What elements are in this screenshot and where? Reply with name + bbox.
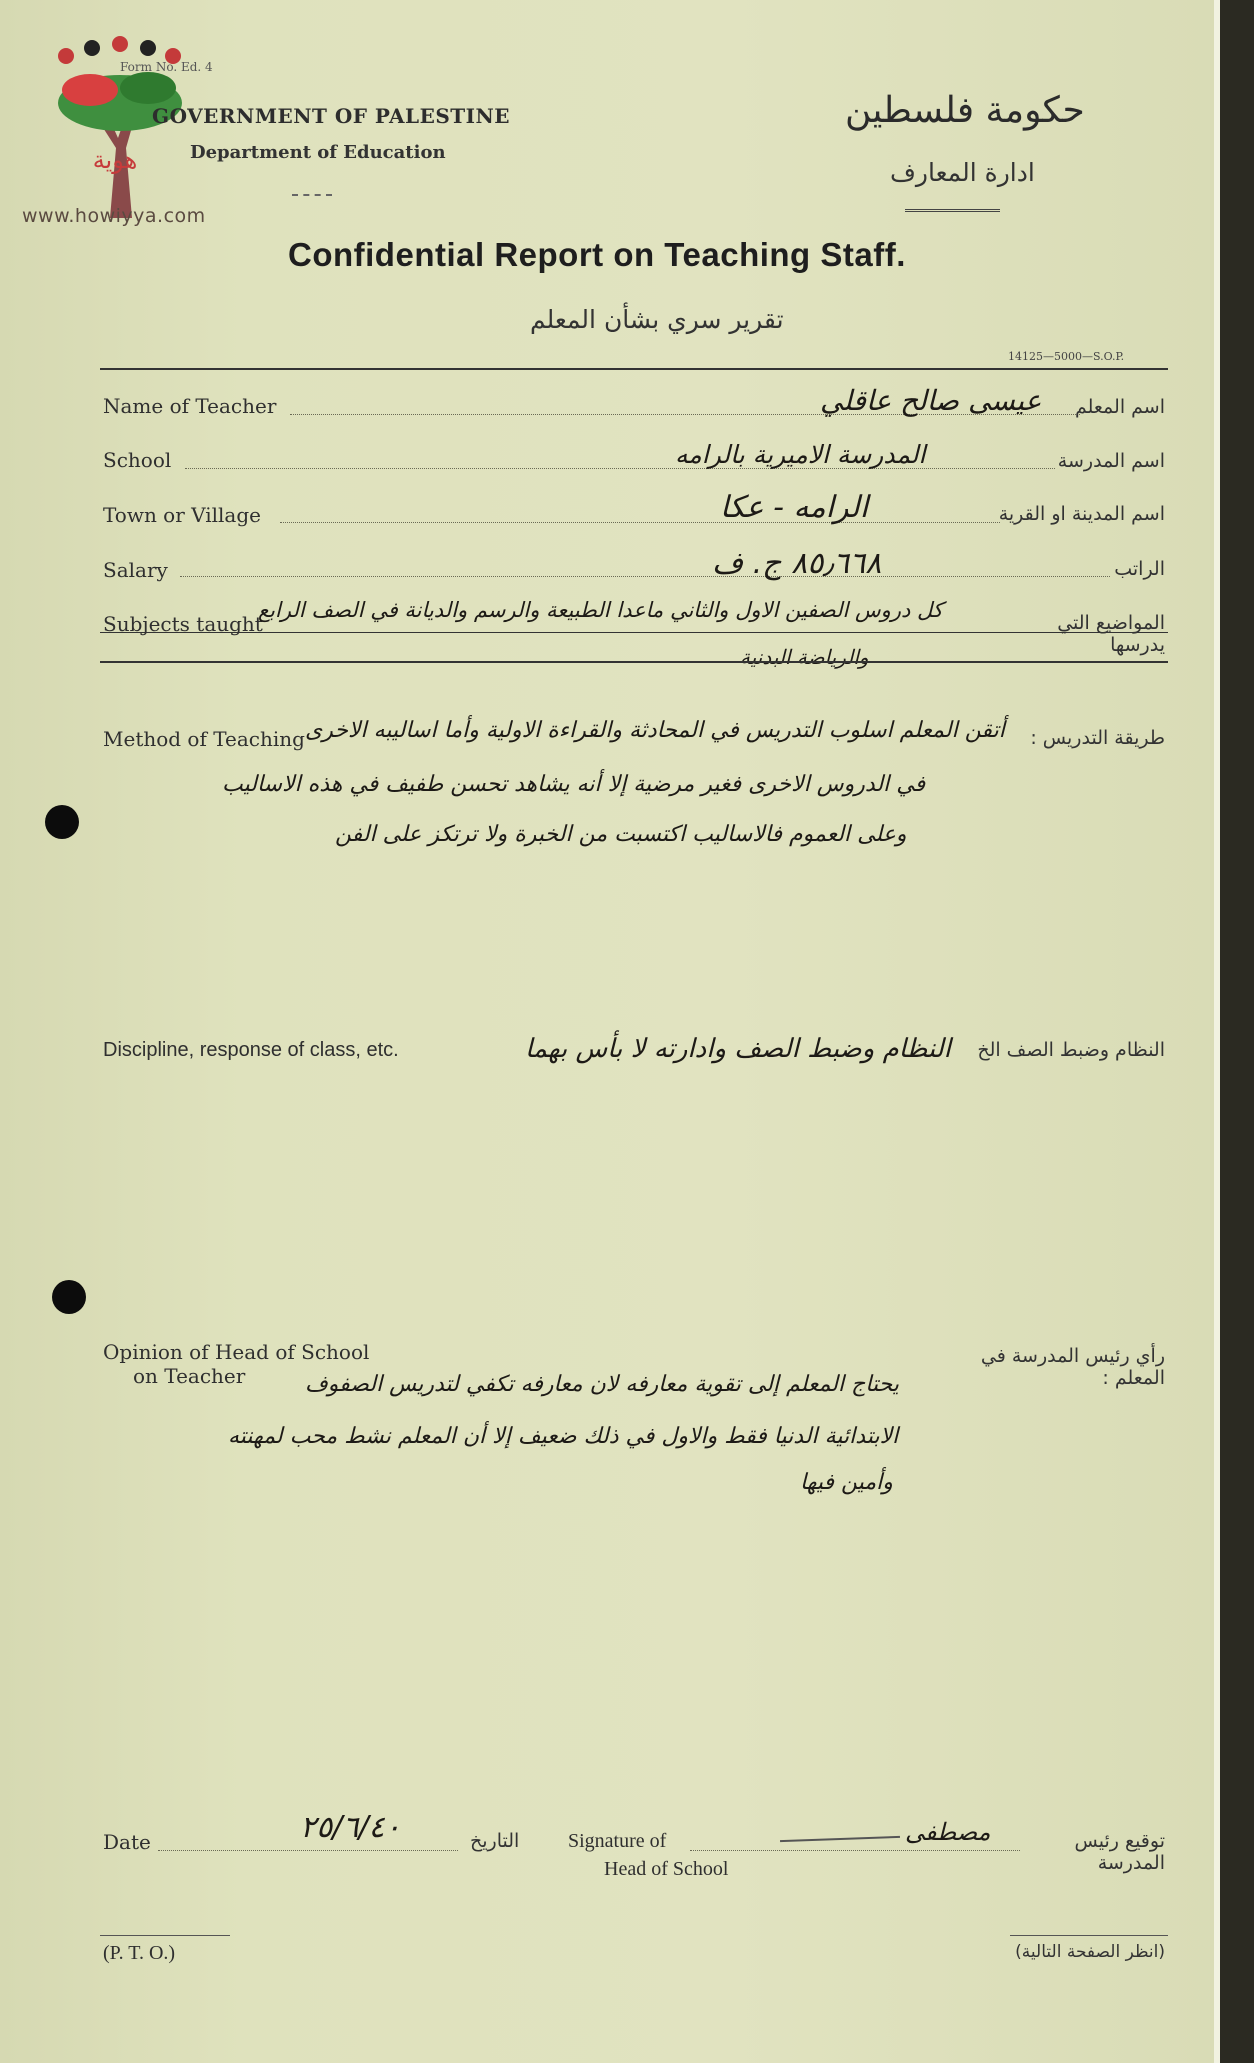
pto-ar-rule bbox=[1010, 1935, 1168, 1936]
discipline-label-ar: النظام وضبط الصف الخ bbox=[977, 1039, 1165, 1061]
salary-label-ar: الراتب bbox=[1114, 558, 1165, 580]
signature-label-ar: توقيع رئيس المدرسة bbox=[1074, 1830, 1165, 1874]
salary-dots bbox=[180, 576, 1110, 577]
method-label-ar: طريقة التدريس : bbox=[1030, 727, 1165, 749]
divider-left bbox=[292, 194, 332, 196]
signature-label-2: Head of School bbox=[604, 1858, 729, 1880]
date-label-ar: التاريخ bbox=[470, 1830, 520, 1852]
form-number: Form No. Ed. 4 bbox=[120, 60, 213, 74]
signature-stroke bbox=[780, 1836, 900, 1842]
opinion-line-2: الابتدائية الدنيا فقط والاول في ذلك ضعيف إلا أن المعلم نشط محب لمهنته bbox=[228, 1424, 899, 1449]
method-line-1: أتقن المعلم اسلوب التدريس في المحادثة والقراءة الاولية وأما اساليبه الاخرى bbox=[305, 718, 1005, 743]
school-label: School bbox=[103, 448, 172, 472]
subjects-label: Subjects taught bbox=[103, 612, 263, 636]
government-title-ar: حكومة فلسطين bbox=[845, 90, 1085, 131]
signature-label: Signature of bbox=[568, 1830, 667, 1852]
town-label: Town or Village bbox=[103, 503, 261, 527]
subjects-value: كل دروس الصفين الاول والثاني ماعدا الطبيعة والرسم والديانة في الصف الرابع bbox=[258, 598, 943, 622]
discipline-value: النظام وضبط الصف وادارته لا بأس بهما bbox=[525, 1034, 951, 1064]
discipline-label: Discipline, response of class, etc. bbox=[103, 1039, 399, 1061]
department-title-en: Department of Education bbox=[190, 142, 446, 163]
report-title: Confidential Report on Teaching Staff. bbox=[288, 236, 906, 273]
logo-text: هوية bbox=[92, 146, 138, 174]
opinion-label-ar: رأي رئيس المدرسة في المعلم : bbox=[980, 1345, 1165, 1389]
punch-hole-top bbox=[45, 805, 79, 839]
subjects-label-ar: المواضيع التي يدرسها bbox=[1057, 612, 1165, 656]
subjects-rule bbox=[100, 632, 1168, 633]
print-code: 14125—5000—S.O.P. bbox=[1008, 350, 1125, 363]
town-dots bbox=[280, 522, 1000, 523]
school-label-ar: اسم المدرسة bbox=[1057, 450, 1165, 472]
town-label-ar: اسم المدينة او القرية bbox=[998, 503, 1165, 525]
government-title-en: GOVERNMENT OF PALESTINE bbox=[152, 104, 511, 128]
logo-url: www.howiyya.com bbox=[22, 205, 206, 227]
header-rule bbox=[100, 368, 1168, 370]
punch-hole-bottom bbox=[52, 1280, 86, 1314]
name-label: Name of Teacher bbox=[103, 394, 277, 418]
divider-right bbox=[905, 209, 1000, 212]
signature-dots bbox=[690, 1850, 1020, 1851]
date-dots bbox=[158, 1850, 458, 1851]
pto-label-ar: (انظر الصفحة التالية) bbox=[1015, 1942, 1165, 1962]
subjects-value-2: والرياضة البدنية bbox=[740, 645, 869, 669]
date-value: ٢٥/٦/٤٠ bbox=[300, 1810, 401, 1845]
town-value: الرامه - عكا bbox=[720, 490, 869, 525]
signature-value: مصطفى bbox=[905, 1818, 991, 1846]
department-title-ar: ادارة المعارف bbox=[890, 158, 1035, 187]
report-subtitle-ar: تقرير سري بشأن المعلم bbox=[530, 305, 784, 334]
method-label: Method of Teaching bbox=[103, 727, 305, 751]
school-value: المدرسة الاميرية بالرامه bbox=[675, 440, 926, 469]
method-line-2: في الدروس الاخرى فغير مرضية إلا أنه يشاهد تحسن طفيف في هذه الاساليب bbox=[222, 772, 926, 797]
method-line-3: وعلى العموم فالاساليب اكتسبت من الخبرة ولا ترتكز على الفن bbox=[335, 822, 907, 847]
salary-value: ٨٥٫٦٦٨ ج. ف bbox=[712, 546, 882, 581]
pto-label: (P. T. O.) bbox=[103, 1942, 176, 1964]
opinion-line-1: يحتاج المعلم إلى تقوية معارفه لان معارفه تكفي لتدريس الصفوف bbox=[305, 1372, 899, 1397]
opinion-line-3: وأمين فيها bbox=[800, 1470, 893, 1495]
date-label: Date bbox=[103, 1830, 151, 1854]
opinion-label-2: on Teacher bbox=[133, 1364, 246, 1388]
name-value: عيسى صالح عاقلي bbox=[820, 384, 1042, 417]
salary-label: Salary bbox=[103, 558, 168, 582]
opinion-label-1: Opinion of Head of School bbox=[103, 1340, 370, 1364]
fields-bottom-rule bbox=[100, 661, 1168, 663]
name-label-ar: اسم المعلم bbox=[1074, 396, 1165, 418]
pto-rule bbox=[100, 1935, 230, 1936]
